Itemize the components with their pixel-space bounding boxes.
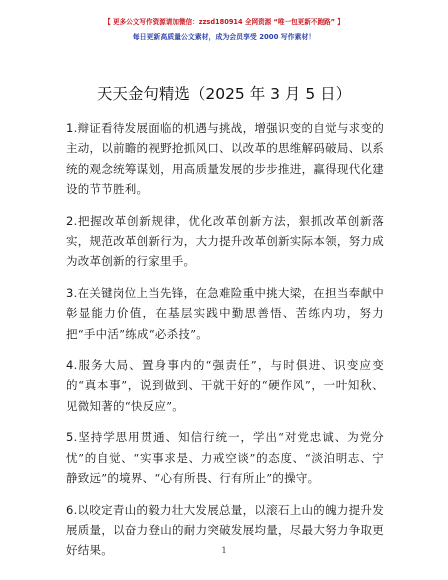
paragraph-number: 5 xyxy=(66,430,74,445)
document-title: 天天金句精选（2025 年 3 月 5 日） xyxy=(96,85,352,103)
paragraph-number: 6 xyxy=(66,502,74,517)
paragraph-text: .辩证看待发展面临的机遇与挑战，增强识变的自觉与求变的主动，以前瞻的视野抢抓风口、以改革的思维解码破局、以系统的观念统筹谋划，用高质量发展的步步推进，赢得现代化建设的节节胜利。 xyxy=(66,121,384,197)
banner-line-wechat: 【 更多公文写作资源请加微信：zzsd180914 全网资源 “唯一包更新不跑路” 】 xyxy=(104,18,344,26)
header-banner xyxy=(60,15,388,45)
paragraph-text: .以咬定青山的毅力壮大发展总量，以滚石上山的魄力提升发展质量，以奋力登山的耐力突破发展均量，尽最大努力争取更好结果。 xyxy=(66,502,384,558)
paragraph-text: .服务大局、置身事内的“强责任”，与时俱进、识变应变的“真本事”，说到做到、干就干好的“硬作风”，一叶知秋、见微知著的“快反应”。 xyxy=(66,358,384,413)
paragraph-number: 1 xyxy=(66,121,74,135)
document-body xyxy=(66,118,384,572)
paragraph-2 xyxy=(66,211,384,272)
paragraph-number: 3 xyxy=(66,285,74,300)
banner-line-membership: 每日更新高质量公文素材，成为会员享受 2000 写作素材！ xyxy=(132,33,316,41)
paragraph-5 xyxy=(66,427,384,488)
paragraph-number: 4 xyxy=(66,358,74,373)
paragraph-3 xyxy=(66,283,384,344)
paragraph-text: .把握改革创新规律，优化改革创新方法，狠抓改革创新落实，规范改革创新行为，大力提升改革创新实际本领，努力成为改革创新的行家里手。 xyxy=(66,213,384,269)
paragraph-text: .坚持学思用贯通、知信行统一，学出“对党忠诚、为党分忧”的自觉、“实事求是、力戒空谈”的态度、“淡泊明志、宁静致远”的境界、“心有所畏、行有所止”的操守。 xyxy=(66,430,384,486)
paragraph-text: .在关键岗位上当先锋，在急难险重中挑大梁，在担当奉献中彰显能力价值，在基层实践中勤思善悟、苦练内功，努力把“手中活”练成“必杀技”。 xyxy=(66,285,384,341)
page-number: 1 xyxy=(221,546,227,555)
paragraph-1 xyxy=(66,118,384,200)
paragraph-4 xyxy=(66,355,384,416)
paragraph-number: 2 xyxy=(66,213,74,228)
